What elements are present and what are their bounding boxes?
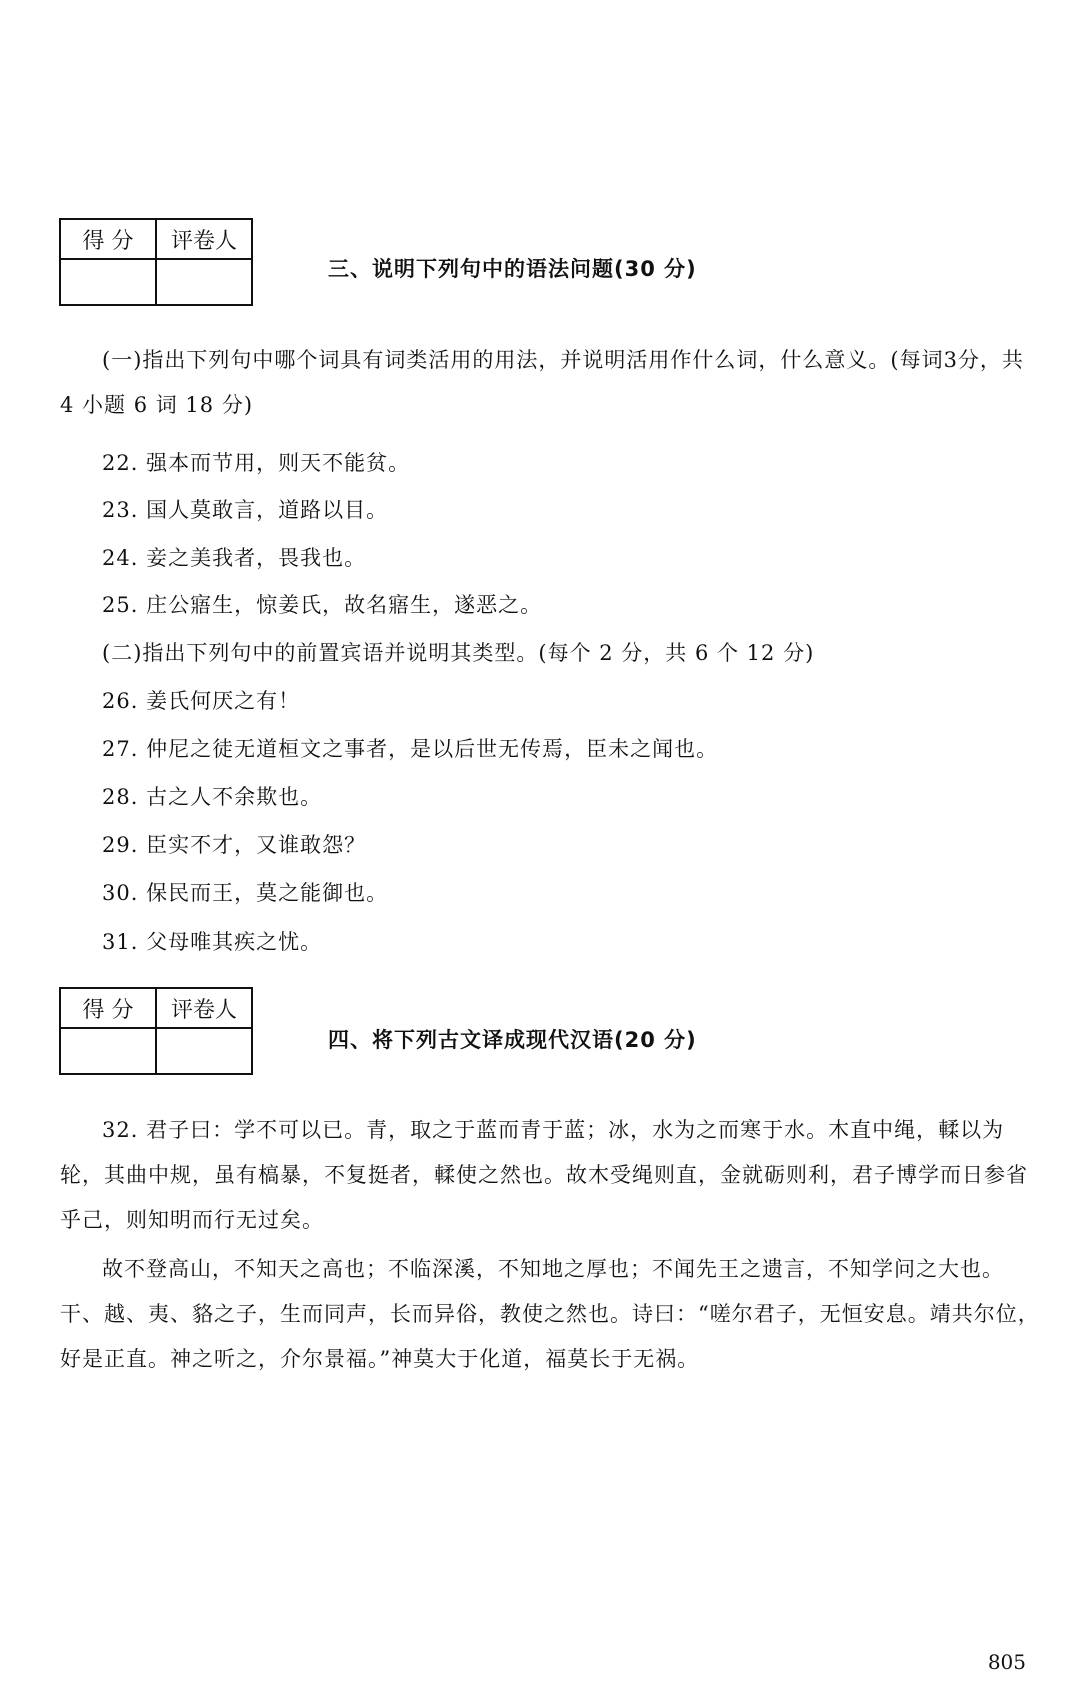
- score-cell: [60, 1028, 156, 1074]
- part-1-instructions: (一)指出下列句中哪个词具有词类活用的用法，并说明活用作什么词，什么意义。(每词3分，共 4 小题 6 词 18 分): [60, 348, 1024, 417]
- score-box-section-4: [59, 987, 253, 1075]
- grader-cell: [156, 1028, 252, 1074]
- grader-label: 评卷人: [156, 219, 252, 259]
- question-25: 25. 庄公寤生，惊姜氏，故名寤生，遂恶之。: [102, 593, 543, 617]
- grader-label: 评卷人: [156, 988, 252, 1028]
- question-29: 29. 臣实不才，又谁敢怨？: [102, 833, 367, 857]
- question-28: 28. 古之人不余欺也。: [102, 785, 323, 809]
- question-32-passage: 32. 君子曰：学不可以已。青，取之于蓝而青于蓝；冰，水为之而寒于水。木直中绳，輮以为轮，其曲中规，虽有槁暴，不复挺者，輮使之然也。故木受绳则直，金就砺则利，君子博学而日参省乎己，则知明而行无过矣。: [60, 1118, 1028, 1232]
- part-2-instructions: (二)指出下列句中的前置宾语并说明其类型。(每个 2 分，共 6 个 12 分): [102, 641, 815, 665]
- question-32-passage-cont: 故不登高山，不知天之高也；不临深溪，不知地之厚也；不闻先王之遗言，不知学问之大也。干、越、夷、貉之子，生而同声，长而异俗，教使之然也。诗曰：“嗟尔君子，无恒安息。靖共尔位，好是正直。神之听之，介尔景福。”神莫大于化道，福莫长于无祸。: [60, 1257, 1040, 1371]
- score-label: 得 分: [60, 219, 156, 259]
- question-31: 31. 父母唯其疾之忧。: [102, 930, 323, 954]
- question-22: 22. 强本而节用，则天不能贫。: [102, 451, 411, 475]
- question-26: 26. 姜氏何厌之有！: [102, 689, 301, 713]
- score-cell: [60, 259, 156, 305]
- question-23: 23. 国人莫敢言，道路以目。: [102, 498, 389, 522]
- score-label: 得 分: [60, 988, 156, 1028]
- grader-cell: [156, 259, 252, 305]
- question-27: 27. 仲尼之徒无道桓文之事者，是以后世无传焉，臣未之闻也。: [102, 737, 719, 761]
- page-number: 805: [987, 1650, 1026, 1674]
- section-3-title: 三、说明下列句中的语法问题(30 分): [328, 257, 697, 281]
- question-24: 24. 妾之美我者，畏我也。: [102, 546, 367, 570]
- question-30: 30. 保民而王，莫之能御也。: [102, 881, 389, 905]
- score-box-section-3: [59, 218, 253, 306]
- section-4-title: 四、将下列古文译成现代汉语(20 分): [328, 1028, 697, 1052]
